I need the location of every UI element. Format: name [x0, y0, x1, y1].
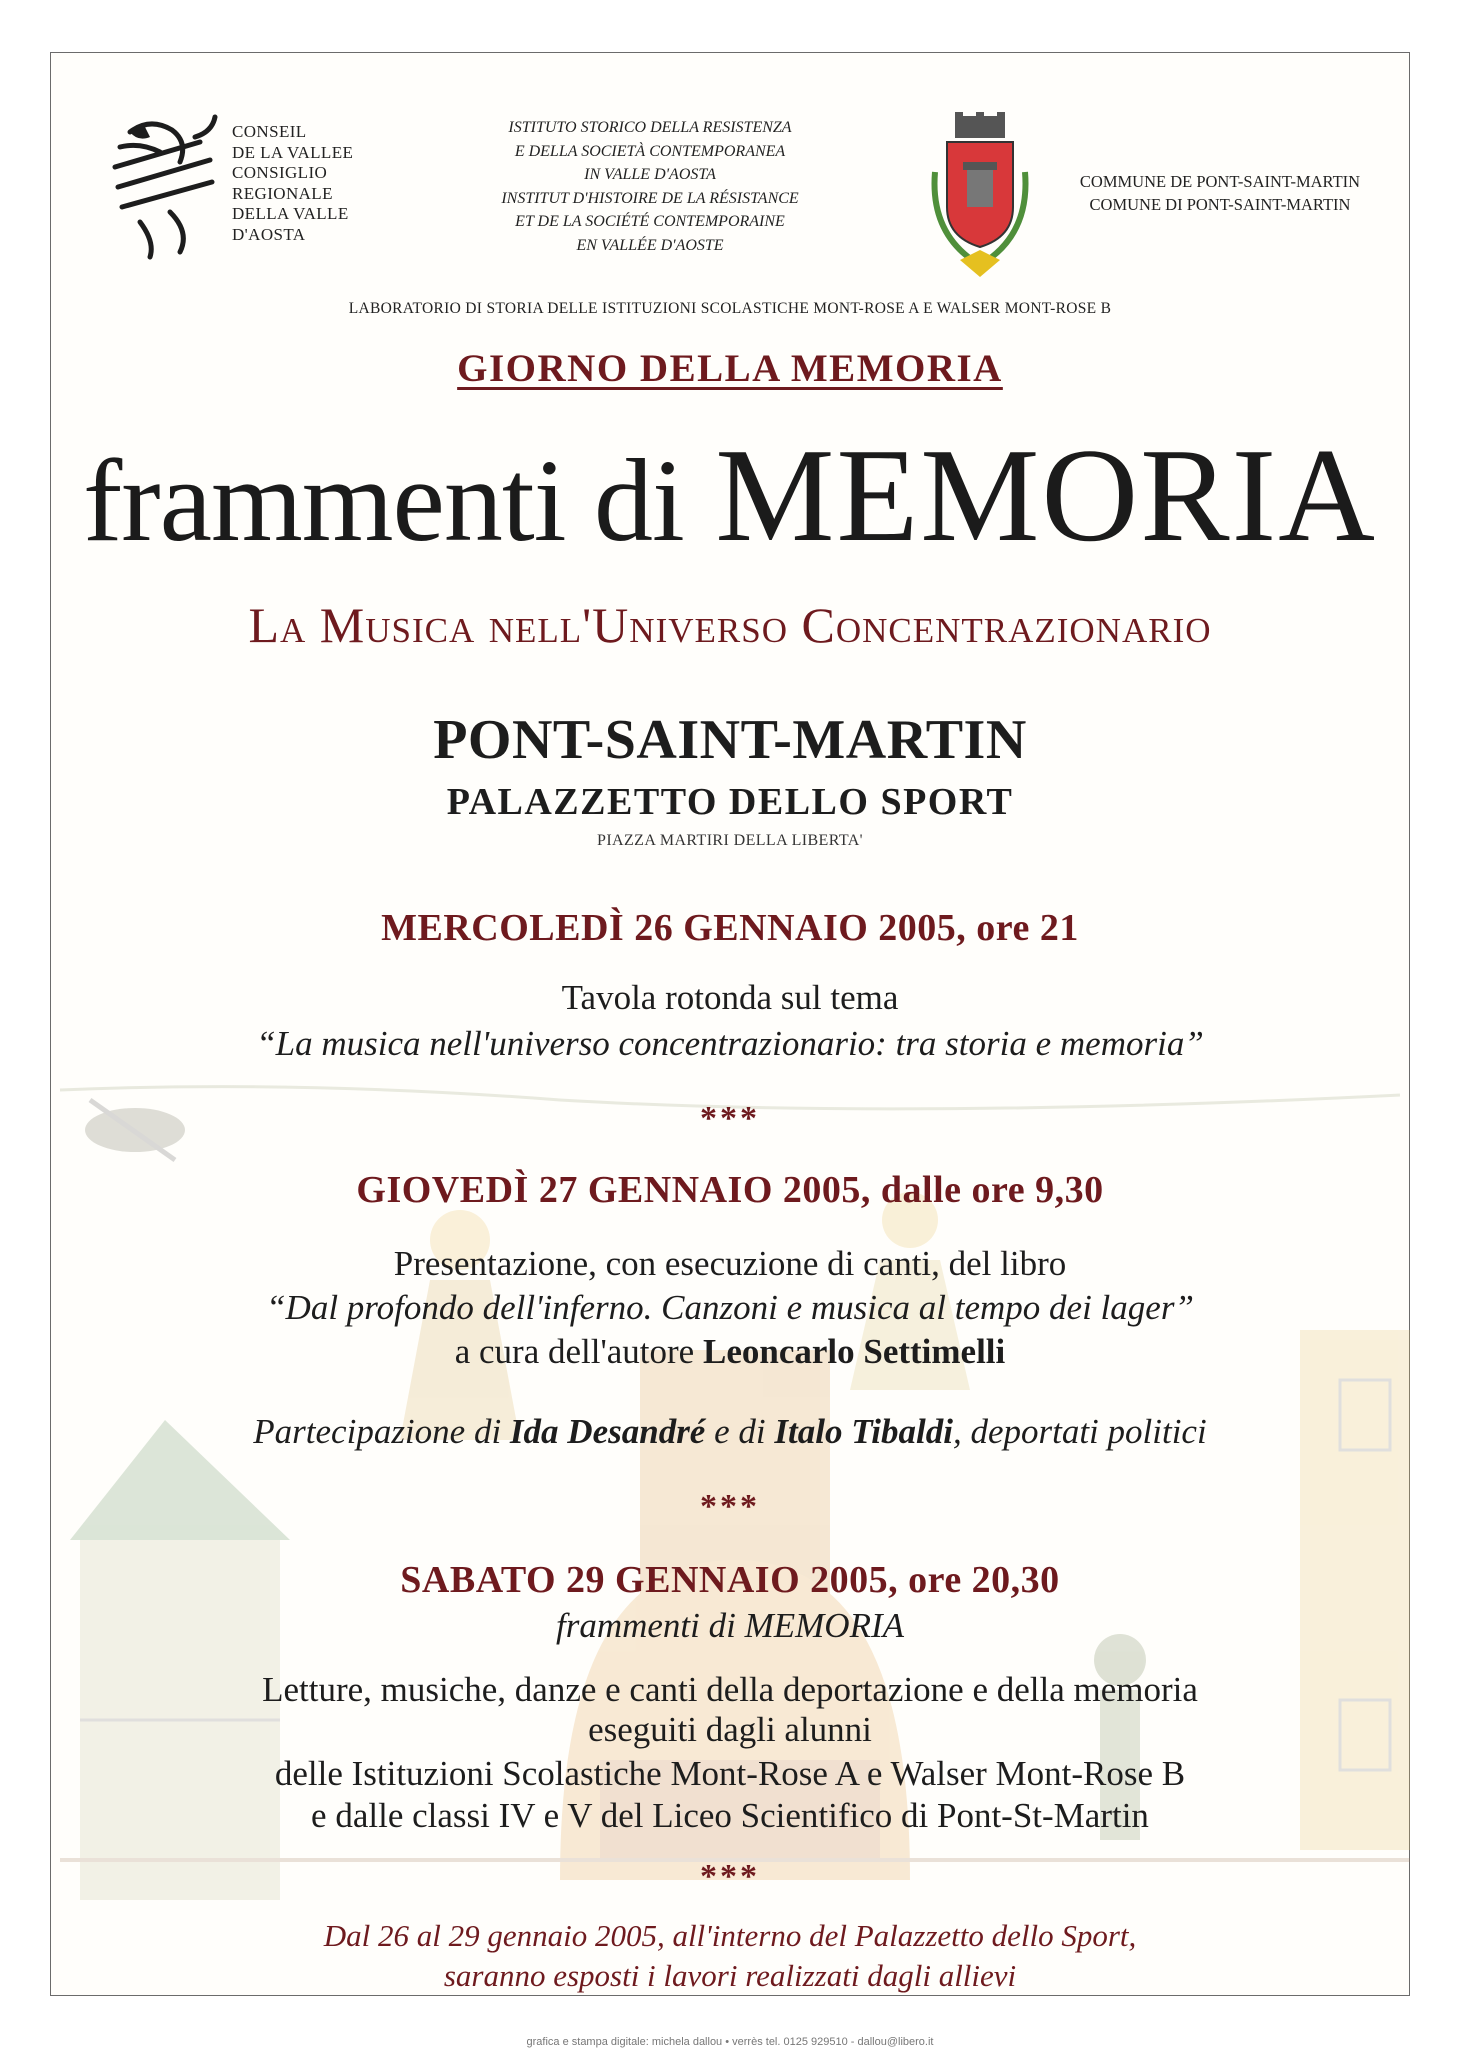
venue-address: PIAZZA MARTIRI DELLA LIBERTA' [597, 832, 863, 849]
day2-line1: Presentazione, con esecuzione di canti, del libro [393, 1244, 1067, 1283]
day3-line5: e dalle classi IV e V del Liceo Scientifico di Pont-St-Martin [311, 1796, 1149, 1835]
municipal-crest-icon [925, 112, 1035, 282]
day3-line1: frammenti di MEMORIA [556, 1606, 904, 1645]
day2-date: GIOVEDÌ 27 GENNAIO 2005, dalle ore 9,30 [356, 1169, 1104, 1211]
day2-line2: “Dal profondo dell'inferno. Canzoni e musica al tempo dei lager” [266, 1288, 1194, 1327]
separator-2: *** [700, 1488, 760, 1525]
istituto-label: ISTITUTO STORICO DELLA RESISTENZA E DELLA SOCIETÀ CONTEMPORANEA IN VALLE D'AOSTA INSTITUT D'HISTOIRE DE LA RÉSISTANCE ET DE LA SOCIÉTÉ CONTEMPORAINE EN VALLÉE D'AOSTE [501, 119, 799, 254]
print-credits: grafica e stampa digitale: michela dallou • verrès tel. 0125 929510 - dallou@libero.it [526, 2036, 934, 2048]
guest-2: Italo Tibaldi [774, 1412, 953, 1451]
day1-line2: “La musica nell'universo concentrazionario: tra storia e memoria” [256, 1024, 1204, 1063]
conseil-label: CONSEIL DE LA VALLEE CONSIGLIO REGIONALE DELLA VALLE D'AOSTA [232, 122, 354, 244]
day3-line2: Letture, musiche, danze e canti della deportazione e della memoria [262, 1670, 1198, 1709]
city-name: PONT-SAINT-MARTIN [433, 709, 1027, 771]
closing-line1: Dal 26 al 29 gennaio 2005, all'interno del Palazzetto dello Sport, [323, 1918, 1137, 1953]
guest-1: Ida Desandré [509, 1412, 706, 1451]
day3-line4: delle Istituzioni Scolastiche Mont-Rose A e Walser Mont-Rose B [274, 1754, 1186, 1793]
day3-line3: eseguiti dagli alunni [588, 1710, 872, 1749]
laboratorio-line: LABORATORIO DI STORIA DELLE ISTITUZIONI SCOLASTICHE MONT-ROSE A E WALSER MONT-ROSE B [348, 300, 1112, 317]
day2-line3: a cura dell'autore Leoncarlo Settimelli [454, 1332, 1006, 1371]
day1-line1: Tavola rotonda sul tema [561, 978, 899, 1017]
page-subtitle: La Musica nell'Universo Concentrazionario [248, 597, 1212, 653]
day2-participants: Partecipazione di Ida Desandré e di Italo Tibaldi, deportati politici [253, 1412, 1207, 1451]
commune-label: COMMUNE DE PONT-SAINT-MARTIN COMUNE DI PONT-SAINT-MARTIN [1079, 172, 1361, 214]
page-title: frammenti di MEMORIA [83, 421, 1377, 569]
lion-emblem-icon [100, 112, 220, 262]
closing-line2: saranno esposti i lavori realizzati dagli allievi [443, 1958, 1017, 1993]
day3-date: SABATO 29 GENNAIO 2005, ore 20,30 [400, 1559, 1060, 1601]
venue-name: PALAZZETTO DELLO SPORT [446, 781, 1014, 823]
author-name: Leoncarlo Settimelli [702, 1332, 1006, 1371]
giorno-heading: GIORNO DELLA MEMORIA [457, 347, 1003, 390]
separator-3: *** [700, 1858, 760, 1895]
day1-date: MERCOLEDÌ 26 GENNAIO 2005, ore 21 [381, 907, 1079, 949]
separator-1: *** [700, 1100, 760, 1137]
